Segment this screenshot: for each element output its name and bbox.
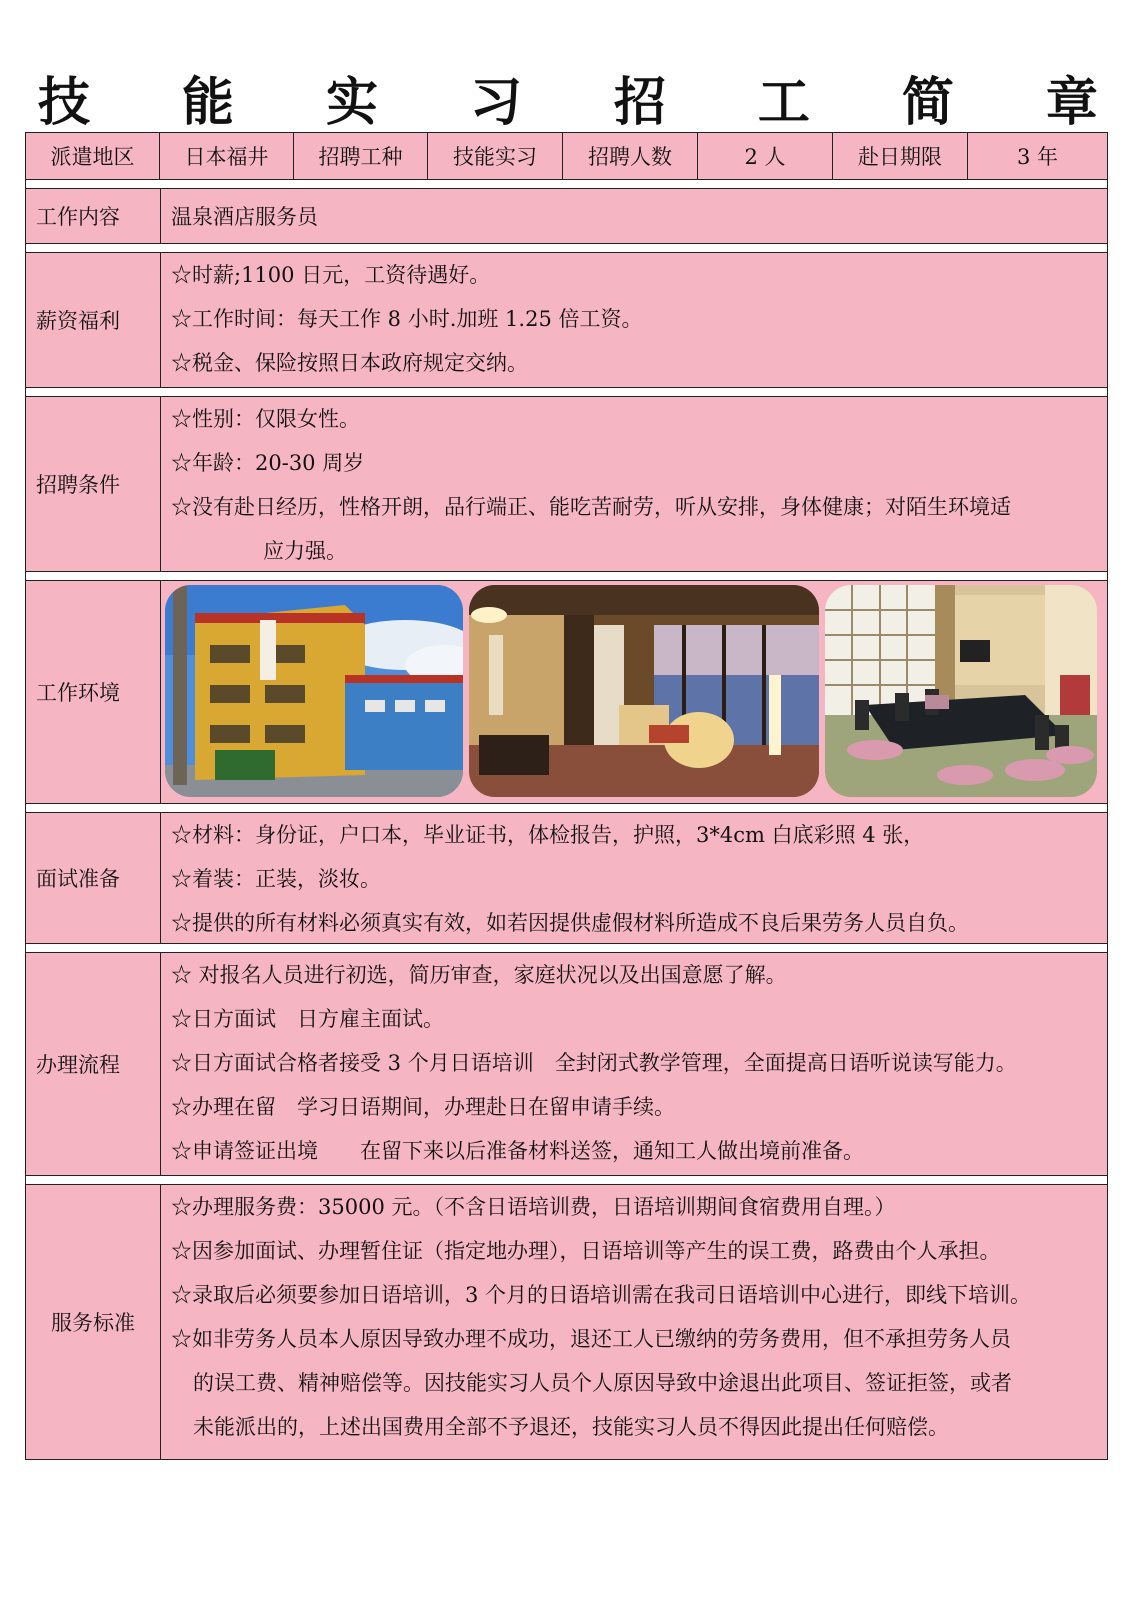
job-type-label: 招聘工种	[294, 133, 428, 179]
process-line: ☆日方面试 日方雇主面试。	[171, 1007, 444, 1031]
requirements-row	[25, 396, 1108, 572]
service-line: ☆因参加面试、办理暂住证（指定地办理），日语培训等产生的误工费，路费由个人承担。	[171, 1239, 1001, 1263]
service-row	[25, 1184, 1108, 1460]
title-char: 章	[1045, 71, 1098, 133]
environment-label: 工作环境	[26, 581, 161, 803]
page-title	[38, 62, 1098, 132]
hotel-exterior-photo	[165, 585, 463, 797]
service-label: 服务标准	[26, 1185, 161, 1459]
salary-label: 薪资福利	[26, 253, 161, 387]
requirement-line: 应力强。	[263, 539, 347, 563]
term-label: 赴日期限	[833, 133, 968, 179]
process-row	[25, 952, 1108, 1176]
title-char: 实	[325, 71, 378, 133]
headcount-label: 招聘人数	[563, 133, 698, 179]
service-line: 未能派出的，上述出国费用全部不予退还，技能实习人员不得因此提出任何赔偿。	[193, 1415, 949, 1439]
interview-line: ☆着装：正装，淡妆。	[171, 867, 381, 891]
interview-line: ☆材料：身份证，户口本，毕业证书，体检报告，护照，3*4cm 白底彩照 4 张，	[171, 823, 925, 847]
region-value: 日本福井	[160, 133, 294, 179]
service-line: ☆如非劳务人员本人原因导致办理不成功，退还工人已缴纳的劳务费用，但不承担劳务人员	[171, 1327, 1011, 1351]
service-line: ☆办理服务费：35000 元。（不含日语培训费，日语培训期间食宿费用自理。）	[171, 1195, 896, 1219]
requirements-label: 招聘条件	[26, 397, 161, 571]
process-label: 办理流程	[26, 953, 161, 1175]
region-label: 派遣地区	[26, 133, 160, 179]
hotel-room-ocean-view-photo	[469, 585, 819, 797]
job-content-row	[25, 188, 1108, 244]
process-line: ☆办理在留 学习日语期间，办理赴日在留申请手续。	[171, 1095, 675, 1119]
environment-row	[25, 580, 1108, 804]
process-line: ☆ 对报名人员进行初选，简历审查，家庭状况以及出国意愿了解。	[171, 963, 787, 987]
term-value: 3 年	[1016, 145, 1059, 169]
title-char: 技	[38, 71, 91, 133]
salary-line: ☆时薪;1100 日元，工资待遇好。	[171, 263, 491, 287]
tatami-dining-room-photo	[825, 585, 1097, 797]
process-line: ☆日方面试合格者接受 3 个月日语培训 全封闭式教学管理，全面提高日语听说读写能力。	[171, 1051, 1017, 1075]
title-char: 工	[757, 71, 810, 133]
job-content-label: 工作内容	[26, 189, 161, 243]
salary-line: ☆工作时间：每天工作 8 小时.加班 1.25 倍工资。	[171, 307, 643, 331]
service-line: ☆录取后必须要参加日语培训，3 个月的日语培训需在我司日语培训中心进行，即线下培训。	[171, 1283, 1032, 1307]
interview-row	[25, 812, 1108, 944]
title-char: 习	[469, 71, 522, 133]
salary-row	[25, 252, 1108, 388]
requirement-line: ☆没有赴日经历，性格开朗，品行端正、能吃苦耐劳，听从安排，身体健康；对陌生环境适	[171, 495, 1011, 519]
title-char: 简	[901, 71, 954, 133]
job-type-value: 技能实习	[428, 133, 563, 179]
headcount-value: 2 人	[698, 133, 833, 179]
requirement-line: ☆年龄：20-30 周岁	[171, 451, 365, 475]
service-line: 的误工费、精神赔偿等。因技能实习人员个人原因导致中途退出此项目、签证拒签，或者	[193, 1371, 1012, 1395]
job-content-value: 温泉酒店服务员	[171, 205, 318, 229]
header-row	[25, 132, 1108, 180]
process-line: ☆申请签证出境 在留下来以后准备材料送签，通知工人做出境前准备。	[171, 1139, 864, 1163]
requirement-line: ☆性别：仅限女性。	[171, 407, 360, 431]
interview-line: ☆提供的所有材料必须真实有效，如若因提供虚假材料所造成不良后果劳务人员自负。	[171, 911, 969, 935]
salary-line: ☆税金、保险按照日本政府规定交纳。	[171, 351, 528, 375]
title-char: 能	[181, 71, 234, 133]
interview-label: 面试准备	[26, 813, 161, 943]
title-char: 招	[613, 71, 666, 133]
